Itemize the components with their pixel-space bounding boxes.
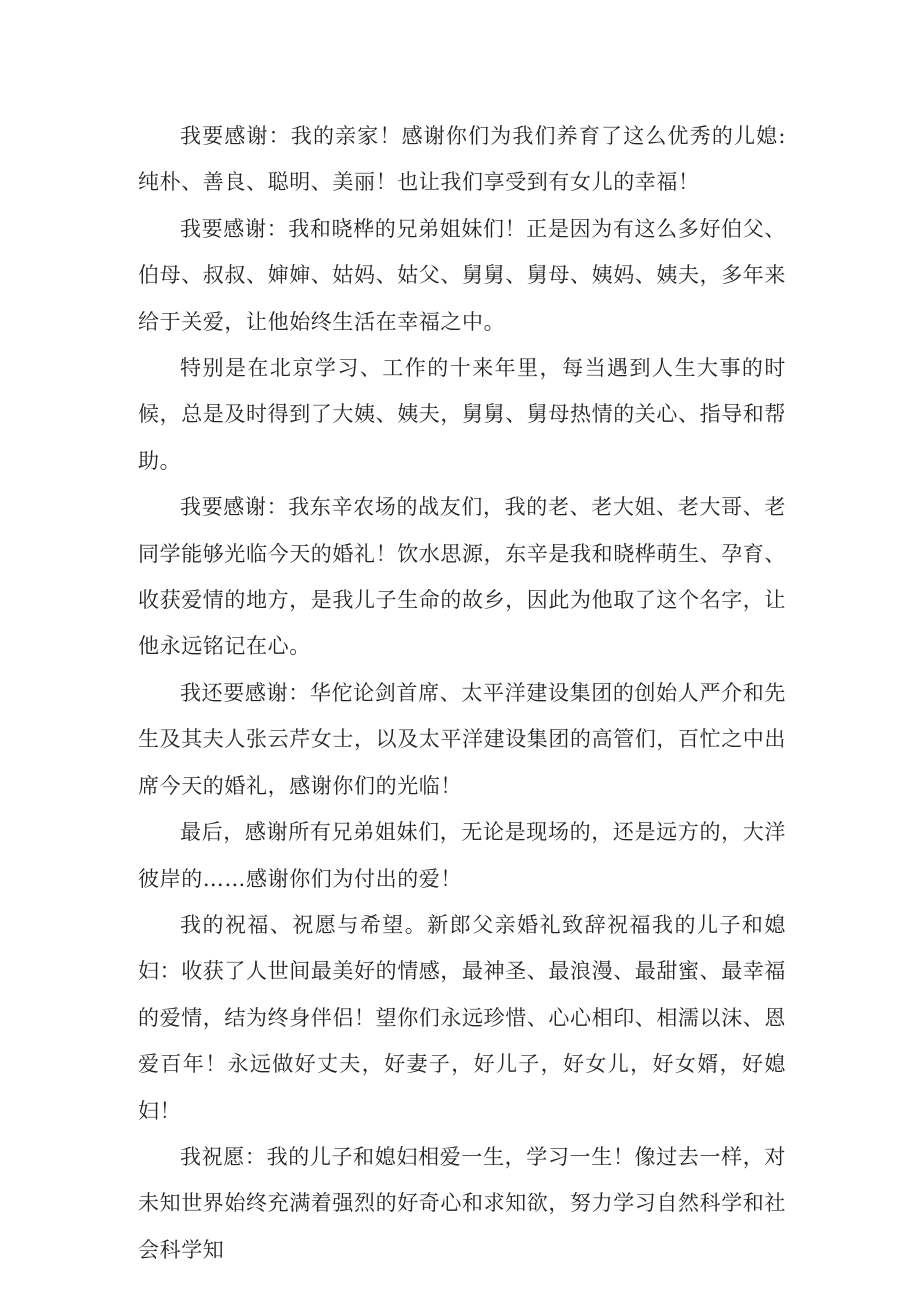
document-body xyxy=(138,113,786,1273)
paragraph-thanks-comrades: 我要感谢：我东辛农场的战友们，我的老、老大姐、老大哥、老同学能够光临今天的婚礼！饮水思源，东辛是我和晓桦萌生、孕育、收获爱情的地方，是我儿子生命的故乡，因此为他取了这个名字，让他永远铭记在心。 xyxy=(138,495,786,659)
paragraph-thanks-all: 最后，感谢所有兄弟姐妹们，无论是现场的，还是远方的，大洋彼岸的……感谢你们为付出的爱！ xyxy=(138,820,786,891)
paragraph-wishes: 我祝愿：我的儿子和媳妇相爱一生，学习一生！像过去一样，对未知世界始终充满着强烈的好奇心和求知欲，努力学习自然科学和社会科学知 xyxy=(138,1144,786,1262)
paragraph-thanks-siblings: 我要感谢：我和晓桦的兄弟姐妹们！正是因为有这么多好伯父、伯母、叔叔、婶婶、姑妈、姑父、舅舅、舅母、姨妈、姨夫，多年来给于关爱，让他始终生活在幸福之中。 xyxy=(138,216,786,334)
paragraph-thanks-pacific-group: 我还要感谢：华佗论剑首席、太平洋建设集团的创始人严介和先生及其夫人张云芹女士，以及太平洋建设集团的高管们，百忙之中出席今天的婚礼，感谢你们的光临！ xyxy=(138,680,786,798)
paragraph-thanks-in-laws: 我要感谢：我的亲家！感谢你们为我们养育了这么优秀的儿媳:纯朴、善良、聪明、美丽！也让我们享受到有女儿的幸福！ xyxy=(138,124,786,195)
paragraph-beijing-years: 特别是在北京学习、工作的十来年里，每当遇到人生大事的时候，总是及时得到了大姨、姨夫，舅舅、舅母热情的关心、指导和帮助。 xyxy=(138,356,786,473)
paragraph-blessings: 我的祝福、祝愿与希望。新郎父亲婚礼致辞祝福我的儿子和媳妇：收获了人世间最美好的情感，最神圣、最浪漫、最甜蜜、最幸福的爱情，结为终身伴侣！望你们永远珍惜、心心相印、相濡以沫、恩爱百年！永远做好丈夫，好妻子，好儿子，好女儿，好女婿，好媳妇！ xyxy=(138,912,786,1123)
